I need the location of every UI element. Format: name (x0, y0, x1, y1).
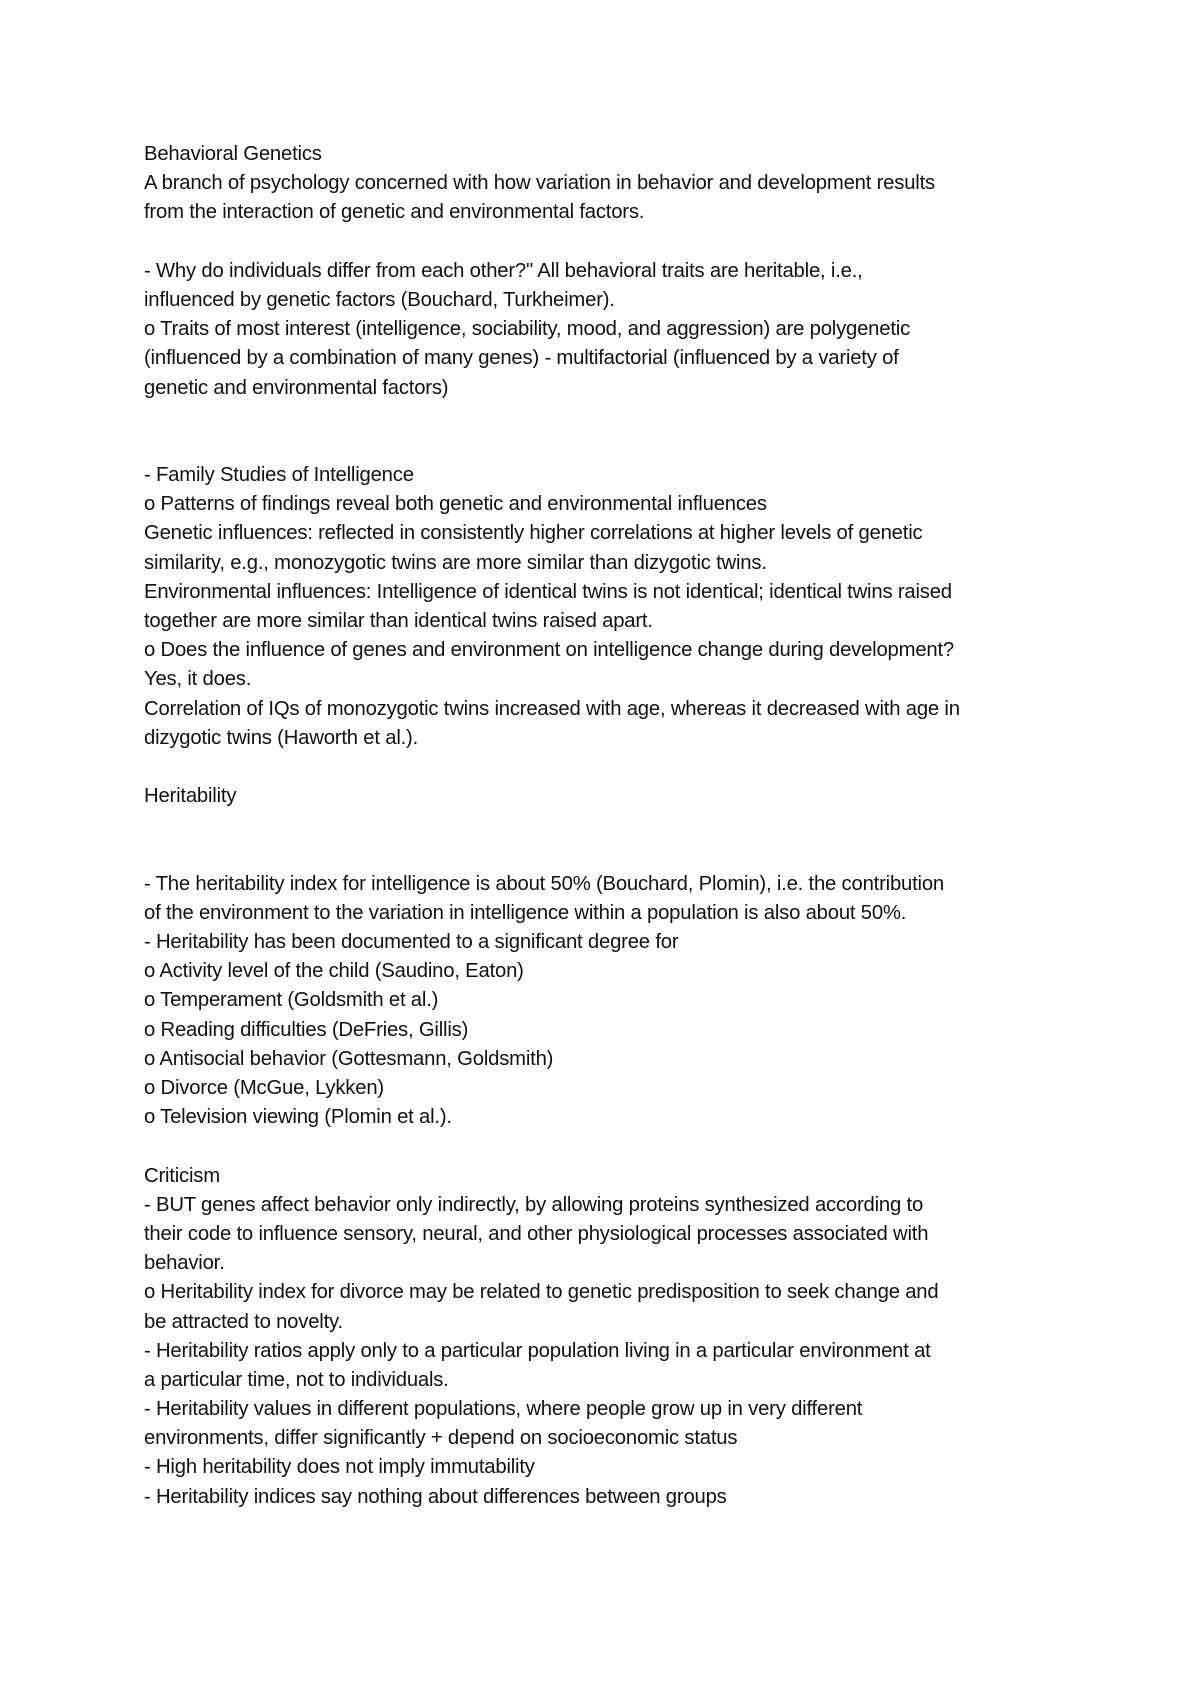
document-line: their code to influence sensory, neural, and other physiological processes associated with (144, 1222, 929, 1245)
document-line: Criticism (144, 1164, 220, 1187)
document-line: from the interaction of genetic and environmental factors. (144, 201, 645, 224)
document-line (144, 811, 1084, 840)
document-line: o Temperament (Goldsmith et al.) (144, 989, 439, 1012)
document-line: o Does the influence of genes and environment on intelligence change during development? (144, 639, 955, 662)
document-line: Yes, it does. (144, 668, 252, 691)
document-line: of the environment to the variation in intelligence within a population is also about 50%. (144, 901, 907, 924)
document-line: o Divorce (McGue, Lykken) (144, 1077, 384, 1099)
document-line: - BUT genes affect behavior only indirectly, by allowing proteins synthesized according to (144, 1193, 924, 1216)
document-line: dizygotic twins (Haworth et al.). (144, 726, 419, 749)
document-line: - Heritability indices say nothing about differences between groups (144, 1485, 727, 1508)
document-line: - Heritability values in different populations, where people grow up in very different (144, 1398, 863, 1421)
document-line: - High heritability does not imply immutability (144, 1456, 535, 1479)
document-line (144, 228, 1084, 257)
document-line: behavior. (144, 1252, 225, 1275)
document-line: Behavioral Genetics (144, 143, 322, 165)
document-line: environments, differ significantly + depend on socioeconomic status (144, 1427, 738, 1450)
document-line: - Heritability ratios apply only to a particular population living in a particular environment at (144, 1339, 931, 1362)
document-line: Correlation of IQs of monozygotic twins increased with age, whereas it decreased with age in (144, 697, 960, 720)
document-line: o Patterns of findings reveal both genetic and environmental influences (144, 493, 767, 516)
document-line: o Heritability index for divorce may be related to genetic predisposition to seek change and (144, 1281, 939, 1304)
document-line: Genetic influences: reflected in consistently higher correlations at higher levels of genetic (144, 522, 923, 545)
document-line: - Heritability has been documented to a significant degree for (144, 931, 679, 954)
document-line: together are more similar than identical twins raised apart. (144, 610, 653, 632)
document-line: o Activity level of the child (Saudino, Eaton) (144, 960, 524, 983)
document-line: - Family Studies of Intelligence (144, 464, 414, 487)
document-line: - Why do individuals differ from each other?" All behavioral traits are heritable, i.e., (144, 259, 863, 282)
document-line: A branch of psychology concerned with how variation in behavior and development results (144, 172, 935, 195)
document-line: Heritability (144, 785, 237, 808)
document-line (144, 753, 1084, 782)
document-line: o Reading difficulties (DeFries, Gillis) (144, 1018, 469, 1041)
document-line: (influenced by a combination of many genes) - multifactorial (influenced by a variety of (144, 347, 899, 370)
document-line (144, 1132, 1084, 1161)
document-line: o Traits of most interest (intelligence, sociability, mood, and aggression) are polygenetic (144, 318, 911, 341)
document-line: o Antisocial behavior (Gottesmann, Goldsmith) (144, 1047, 554, 1070)
document-line (144, 432, 1084, 461)
document-line: Environmental influences: Intelligence of identical twins is not identical; identical twins raised (144, 580, 952, 603)
document-line: be attracted to novelty. (144, 1310, 343, 1333)
document-body (144, 140, 1084, 1512)
document-line: - The heritability index for intelligence is about 50% (Bouchard, Plomin), i.e. the contribution (144, 872, 945, 895)
document-line: similarity, e.g., monozygotic twins are more similar than dizygotic twins. (144, 551, 767, 574)
document-line: a particular time, not to individuals. (144, 1368, 449, 1391)
document-line (144, 403, 1084, 432)
document-line: influenced by genetic factors (Bouchard, Turkheimer). (144, 288, 615, 311)
document-line (144, 841, 1084, 870)
document-line: o Television viewing (Plomin et al.). (144, 1106, 452, 1129)
document-line: genetic and environmental factors) (144, 376, 449, 399)
